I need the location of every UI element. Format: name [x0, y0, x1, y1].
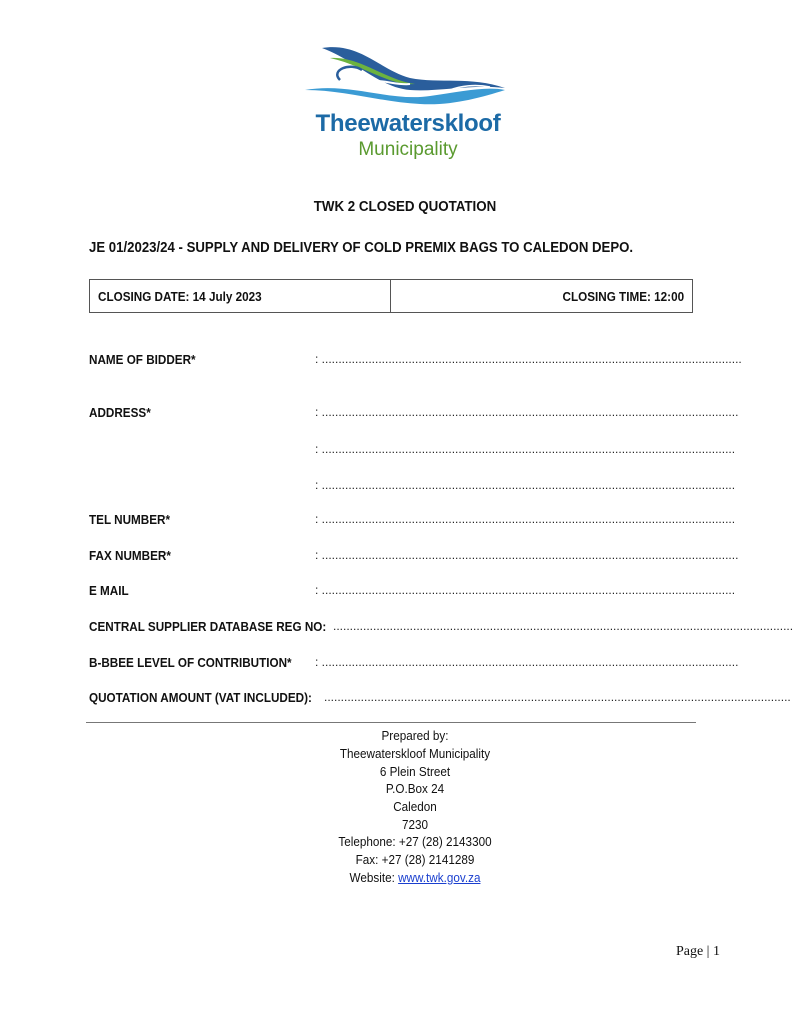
footer-org: Theewaterskloof Municipality — [339, 746, 491, 761]
footer-town: Caledon — [393, 799, 437, 814]
page-number: Page | 1 — [675, 944, 720, 959]
footer-fax: Fax: +27 (28) 2141289 — [355, 852, 475, 867]
footer-pobox: P.O.Box 24 — [385, 781, 445, 796]
fax-number-field[interactable]: : ............................................................................................................................. — [315, 548, 739, 562]
footer-street: 6 Plein Street — [379, 764, 451, 779]
website-link[interactable]: www.twk.gov.za — [398, 870, 481, 885]
quotation-amount-label: QUOTATION AMOUNT (VAT INCLUDED): — [89, 690, 312, 705]
fax-number-label: FAX NUMBER* — [89, 548, 171, 563]
closing-date-cell — [90, 280, 391, 312]
address-label: ADDRESS* — [89, 405, 151, 420]
bbbee-level-label: B-BBEE LEVEL OF CONTRIBUTION* — [89, 655, 292, 670]
email-field[interactable]: : ............................................................................................................................ — [315, 583, 736, 597]
municipality-logo — [300, 40, 510, 165]
address-field-line-2[interactable]: : ............................................................................................................................ — [315, 442, 736, 456]
quotation-subject: JE 01/2023/24 - SUPPLY AND DELIVERY OF COLD PREMIX BAGS TO CALEDON DEPO. — [89, 240, 634, 256]
bbbee-level-field[interactable]: : ............................................................................................................................. — [315, 655, 739, 669]
footer-telephone: Telephone: +27 (28) 2143300 — [338, 834, 492, 849]
footer-website — [42, 870, 789, 885]
closing-time-cell — [391, 280, 692, 312]
closing-date: CLOSING DATE: 14 July 2023 — [98, 288, 262, 304]
bidder-name-label: NAME OF BIDDER* — [89, 352, 196, 367]
bidder-name-field[interactable]: : .............................................................................................................................. — [315, 352, 742, 366]
footer-postcode: 7230 — [401, 817, 429, 832]
closing-info-table — [89, 279, 693, 313]
logo-subtitle: Municipality — [358, 139, 458, 160]
logo-wordmark: Theewaterskloof — [315, 110, 501, 137]
prepared-by: Prepared by: — [381, 728, 449, 743]
website-label: Website: — [349, 870, 399, 885]
footer-divider — [86, 722, 696, 723]
document-title: TWK 2 CLOSED QUOTATION — [313, 199, 497, 215]
address-field-line-3[interactable]: : ............................................................................................................................ — [315, 478, 736, 492]
email-label: E MAIL — [89, 583, 129, 598]
closing-time: CLOSING TIME: 12:00 — [562, 288, 684, 304]
tel-number-label: TEL NUMBER* — [89, 512, 171, 527]
tel-number-field[interactable]: : ............................................................................................................................ — [315, 512, 736, 526]
water-wave-icon — [300, 40, 510, 110]
quotation-amount-field[interactable]: ............................................................................................................................................ — [324, 690, 791, 704]
address-field-line-1[interactable]: : ............................................................................................................................. — [315, 405, 739, 419]
csd-reg-label: CENTRAL SUPPLIER DATABASE REG NO: — [89, 619, 327, 634]
csd-reg-field[interactable]: .......................................................................................................................................... — [333, 619, 793, 633]
